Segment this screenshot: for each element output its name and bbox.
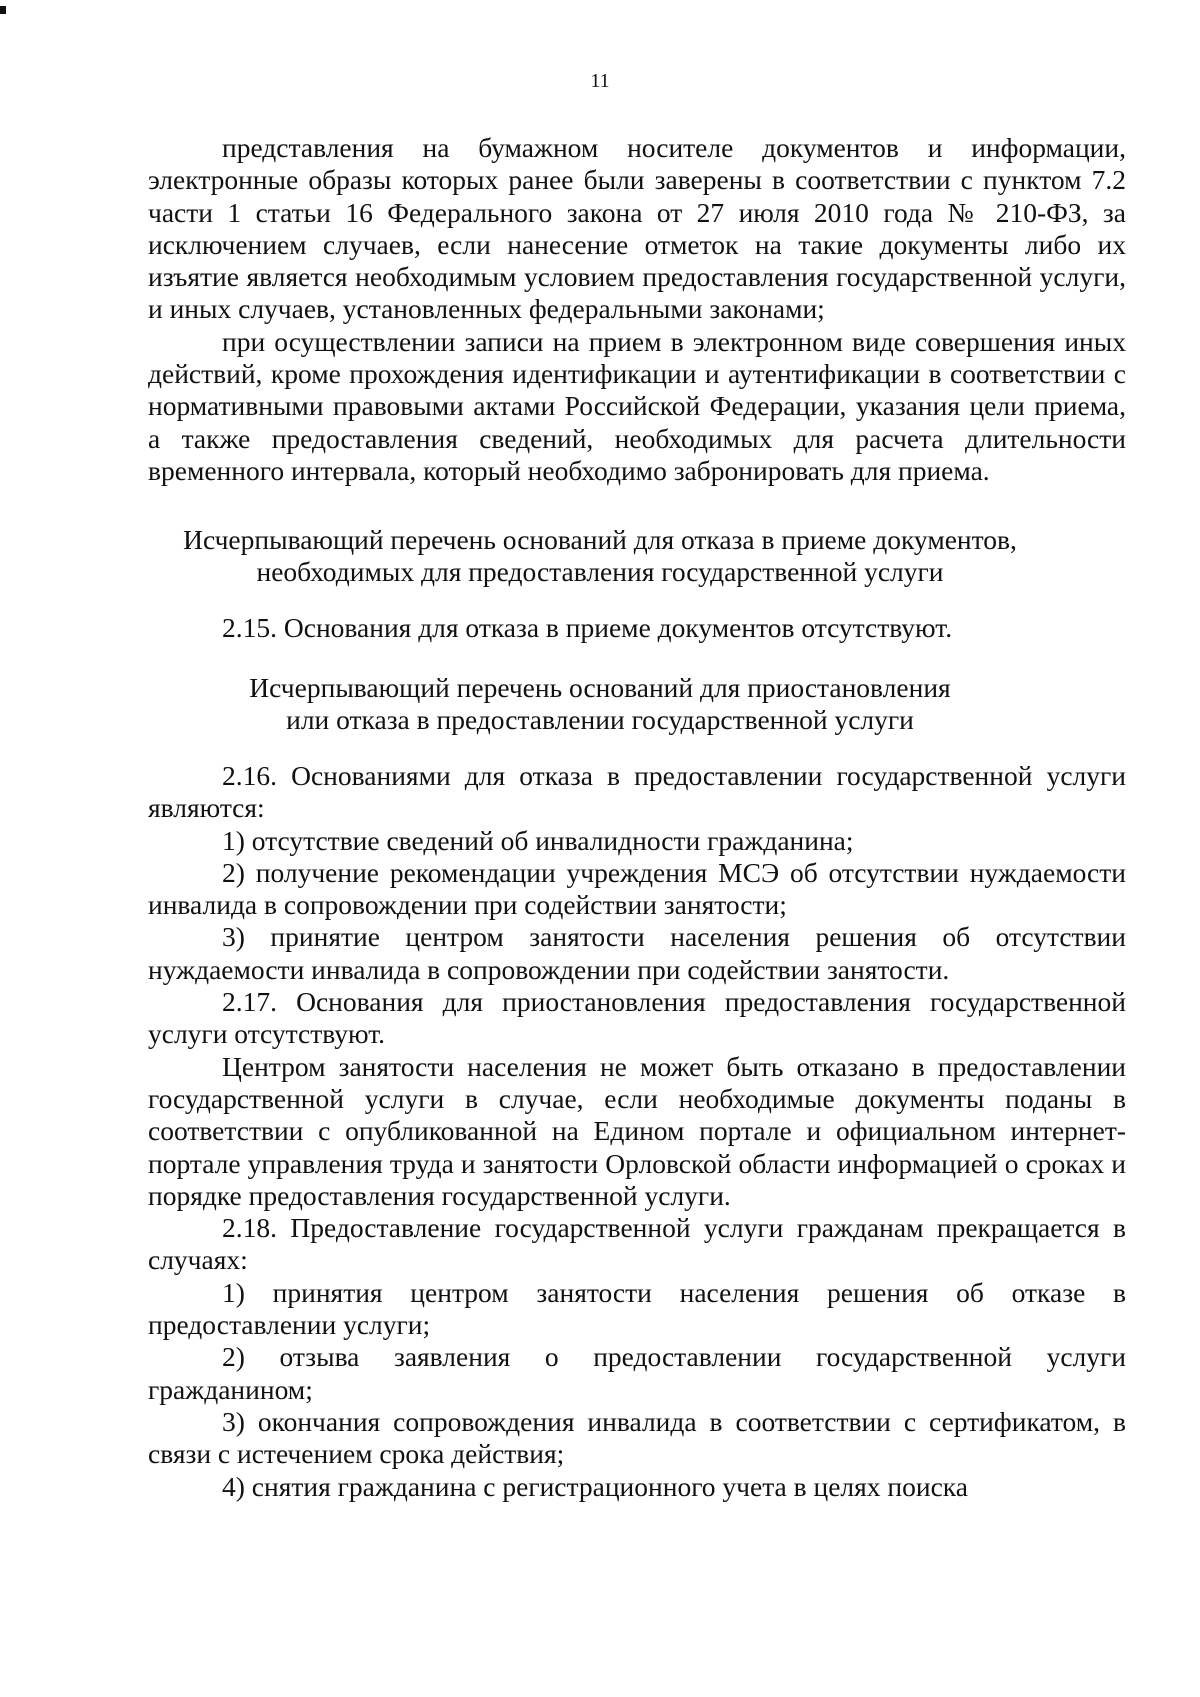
section-heading-line: необходимых для предоставления государственной услуги: [256, 556, 944, 587]
clause-2-15: 2.15. Основания для отказа в приеме документов отсутствуют.: [222, 612, 953, 643]
paragraph-no-refusal: Центром занятости населения не может быть отказано в предоставлении государственной услуги в случае, если необходимые документы поданы в соответствии с опубликованной на Едином портале и официальном интернет-портале управления труда и занятости Орловской области информацией о сроках и порядке предоставления государственной услуги.: [148, 1050, 1126, 1211]
list-item: 4) снятия гражданина с регистрационного учета в целях поиска: [222, 1470, 968, 1502]
list-item: 2) отзыва заявления о предоставлении государственной услуги гражданином;: [148, 1341, 1126, 1405]
paragraph-paper-documents: представления на бумажном носителе документов и информации, электронные образы которых ранее были заверены в соответствии с пунктом 7.2 части 1 статьи 16 Федерального закона от 27 июля 2010 года № 210-ФЗ, за исключением случаев, если нанесение отметок на такие документы либо их изъятие является необходимым условием предоставления государственной услуги, и иных случаев, установленных федеральными законами;: [148, 132, 1126, 325]
section-heading-refusal-to-accept: [0, 524, 1200, 588]
section-heading-line: Исчерпывающий перечень оснований для отказа в приеме документов,: [183, 524, 1017, 555]
list-item: 2) получение рекомендации учреждения МСЭ об отсутствии нуждаемости инвалида в сопровождении при содействии занятости;: [148, 856, 1126, 921]
text-block-clause-2-15: [148, 612, 1126, 644]
section-heading-line: Исчерпывающий перечень оснований для приостановления: [249, 672, 951, 703]
clause-2-17: 2.17. Основания для приостановления предоставления государственной услуги отсутствуют.: [148, 986, 1126, 1050]
text-block-access-restrictions: [148, 132, 1126, 487]
clause-2-18: 2.18. Предоставление государственной услуги гражданам прекращается в случаях:: [148, 1212, 1126, 1276]
page-number: 11: [590, 70, 610, 92]
section-heading-line: или отказа в предоставлении государственной услуги: [286, 704, 914, 735]
clause-2-16: 2.16. Основаниями для отказа в предоставлении государственной услуги являются:: [148, 760, 1126, 824]
text-block-grounds-for-refusal: [148, 760, 1126, 1503]
list-item: 3) принятие центром занятости населения решения об отсутствии нуждаемости инвалида в сопровождении при содействии занятости.: [148, 921, 1126, 985]
list-item: 3) окончания сопровождения инвалида в соответствии с сертификатом, в связи с истечением срока действия;: [148, 1405, 1126, 1470]
section-heading-suspension-or-refusal: [0, 672, 1200, 736]
list-item: 1) отсутствие сведений об инвалидности гражданина;: [222, 824, 854, 856]
scan-artifact-mark: [0, 6, 6, 14]
paragraph-electronic-appointment: при осуществлении записи на прием в электронном виде совершения иных действий, кроме прохождения идентификации и аутентификации в соответствии с нормативными правовыми актами Российской Федерации, указания цели приема, а также предоставления сведений, необходимых для расчета длительности временного интервала, который необходимо забронировать для приема.: [148, 325, 1126, 486]
list-item: 1) принятия центром занятости населения решения об отказе в предоставлении услуги;: [148, 1276, 1126, 1341]
